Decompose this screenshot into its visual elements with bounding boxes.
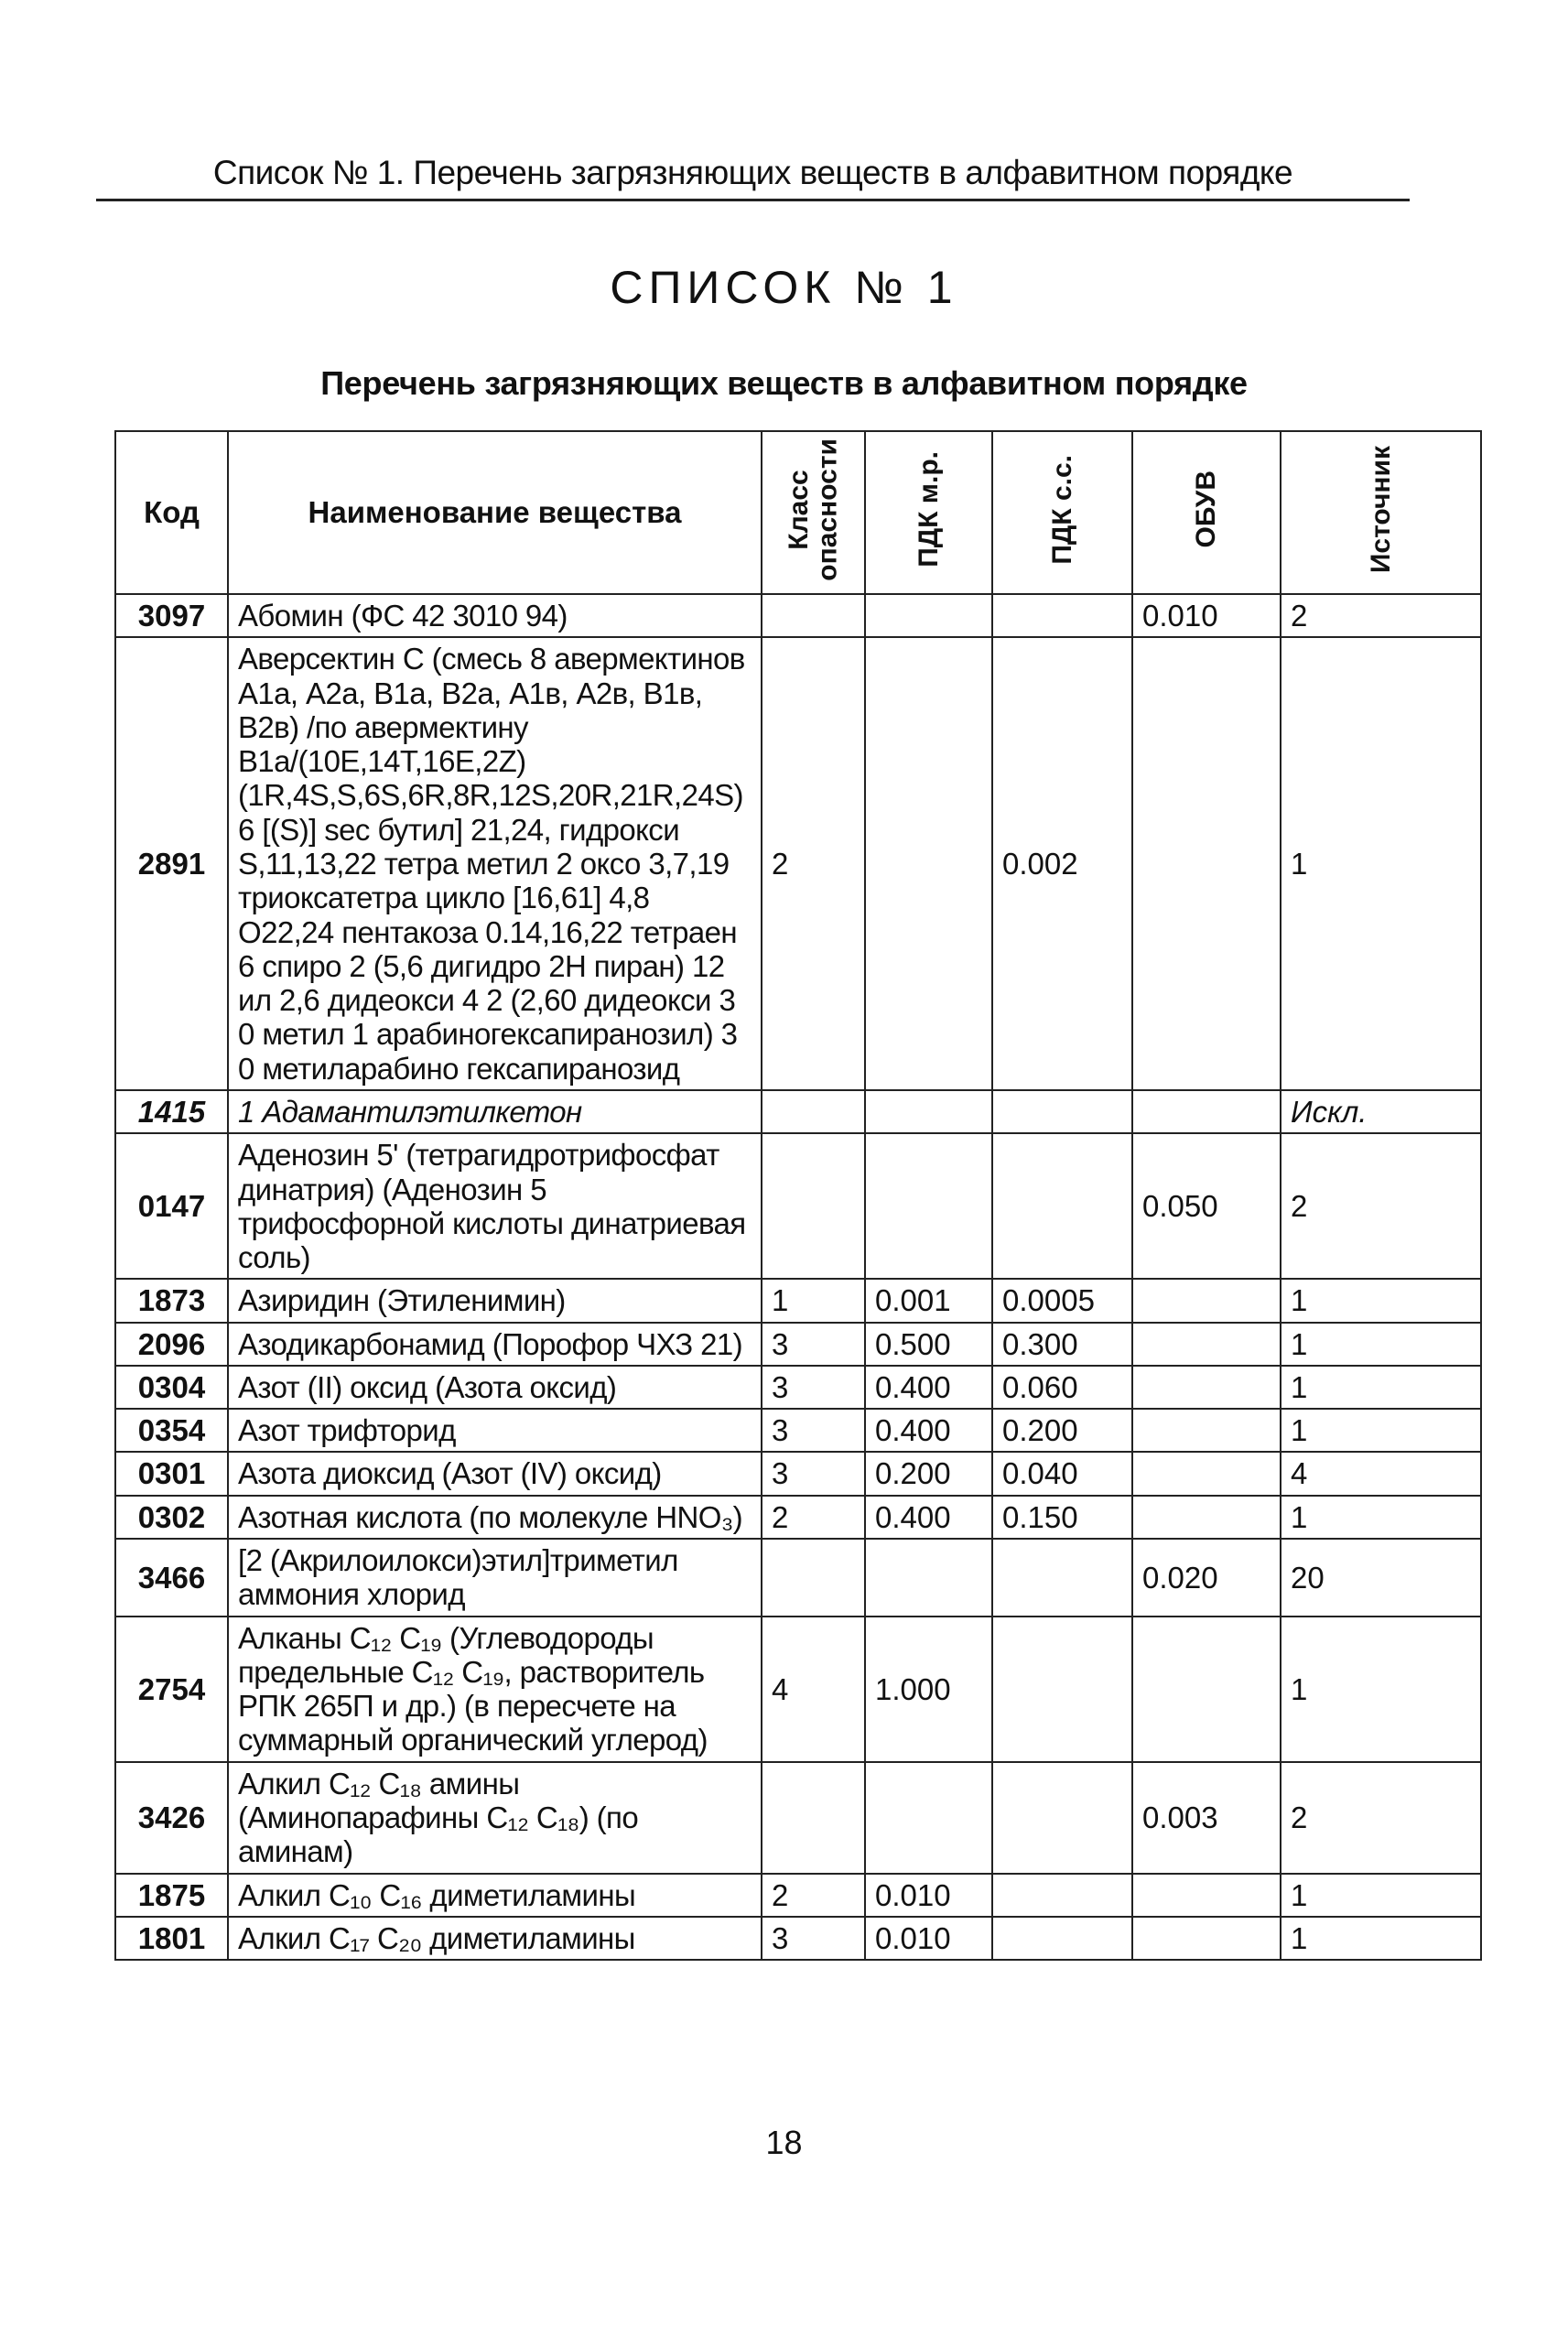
cell-code: 2096 bbox=[115, 1323, 228, 1366]
list-subtitle: Перечень загрязняющих веществ в алфавитном порядке bbox=[320, 364, 1248, 402]
substances-table bbox=[114, 430, 1482, 1961]
table-row bbox=[115, 594, 1481, 637]
cell-pdk-mr bbox=[865, 1762, 992, 1874]
cell-pdk-mr bbox=[865, 1539, 992, 1617]
cell-pdk-ss bbox=[992, 1917, 1132, 1960]
cell-hazard-class bbox=[762, 594, 865, 637]
cell-obuv: 0.003 bbox=[1132, 1762, 1281, 1874]
cell-obuv: 0.050 bbox=[1132, 1133, 1281, 1279]
cell-source: 1 bbox=[1281, 1323, 1481, 1366]
cell-obuv bbox=[1132, 1917, 1281, 1960]
cell-source: 1 bbox=[1281, 1874, 1481, 1917]
cell-hazard-class: 3 bbox=[762, 1452, 865, 1495]
cell-hazard-class: 3 bbox=[762, 1917, 865, 1960]
cell-obuv bbox=[1132, 1323, 1281, 1366]
cell-code: 1415 bbox=[115, 1090, 228, 1133]
table-row bbox=[115, 1133, 1481, 1279]
cell-pdk-mr: 0.200 bbox=[865, 1452, 992, 1495]
cell-hazard-class: 1 bbox=[762, 1279, 865, 1322]
cell-hazard-class bbox=[762, 1539, 865, 1617]
cell-code: 2754 bbox=[115, 1617, 228, 1762]
cell-pdk-ss bbox=[992, 1617, 1132, 1762]
cell-name: Аденозин 5' (тетрагидротрифосфат динатрия) (Аденозин 5 трифосфорной кислоты динатриевая соль) bbox=[228, 1133, 762, 1279]
cell-pdk-mr bbox=[865, 1090, 992, 1133]
cell-pdk-mr: 0.500 bbox=[865, 1323, 992, 1366]
cell-code: 3097 bbox=[115, 594, 228, 637]
table-row bbox=[115, 1762, 1481, 1874]
cell-pdk-mr: 1.000 bbox=[865, 1617, 992, 1762]
cell-pdk-ss bbox=[992, 1762, 1132, 1874]
col-header-obuv: ОБУВ bbox=[1132, 431, 1281, 594]
cell-obuv bbox=[1132, 1090, 1281, 1133]
cell-code: 0302 bbox=[115, 1496, 228, 1539]
cell-source: 2 bbox=[1281, 594, 1481, 637]
cell-code: 0301 bbox=[115, 1452, 228, 1495]
cell-code: 0147 bbox=[115, 1133, 228, 1279]
cell-pdk-mr: 0.400 bbox=[865, 1409, 992, 1452]
cell-hazard-class bbox=[762, 1762, 865, 1874]
cell-pdk-ss bbox=[992, 1090, 1132, 1133]
cell-pdk-ss: 0.0005 bbox=[992, 1279, 1132, 1322]
cell-obuv bbox=[1132, 1452, 1281, 1495]
cell-name: Азиридин (Этиленимин) bbox=[228, 1279, 762, 1322]
table-row bbox=[115, 1496, 1481, 1539]
col-header-pdk-ss: ПДК с.с. bbox=[992, 431, 1132, 594]
table-row bbox=[115, 1617, 1481, 1762]
cell-source: 1 bbox=[1281, 1366, 1481, 1409]
cell-code: 3466 bbox=[115, 1539, 228, 1617]
cell-pdk-ss bbox=[992, 594, 1132, 637]
table-body bbox=[115, 594, 1481, 1960]
cell-pdk-mr: 0.400 bbox=[865, 1496, 992, 1539]
cell-obuv bbox=[1132, 1617, 1281, 1762]
header-rule bbox=[96, 199, 1410, 201]
cell-source: 1 bbox=[1281, 1409, 1481, 1452]
cell-name: Алкил C₁₂ C₁₈ амины (Аминопарафины C₁₂ C₁₈) (по аминам) bbox=[228, 1762, 762, 1874]
cell-code: 2891 bbox=[115, 637, 228, 1090]
col-header-source: Источник bbox=[1281, 431, 1481, 594]
cell-hazard-class: 4 bbox=[762, 1617, 865, 1762]
cell-name: Аверсектин С (смесь 8 авермектинов А1а, А2а, В1а, В2а, А1в, А2в, В1в, В2в) /по авермектину В1а/(10Е,14Т,16Е,2Z) (1R,4S,S,6S,6R,8R,12S,20R,21R,24S) 6 [(S)] sec бутил] 21,24, гидрокси S,11,13,22 тетра метил 2 оксо 3,7,19 триоксатетра цикло [16,61] 4,8 О22,24 пентакоза 0.14,16,22 тетраен 6 спиро 2 (5,6 дигидро 2Н пиран) 12 ил 2,6 дидеокси 4 2 (2,60 дидеокси 3 0 метил 1 арабиногексапиранозил) 3 0 метиларабино гексапиранозид bbox=[228, 637, 762, 1090]
col-header-name: Наименование вещества bbox=[228, 431, 762, 594]
cell-source: 1 bbox=[1281, 1917, 1481, 1960]
cell-code: 1801 bbox=[115, 1917, 228, 1960]
cell-name: Азота диоксид (Азот (IV) оксид) bbox=[228, 1452, 762, 1495]
cell-pdk-ss: 0.060 bbox=[992, 1366, 1132, 1409]
cell-pdk-ss bbox=[992, 1133, 1132, 1279]
cell-pdk-mr: 0.400 bbox=[865, 1366, 992, 1409]
table-row bbox=[115, 1090, 1481, 1133]
cell-code: 0354 bbox=[115, 1409, 228, 1452]
cell-pdk-mr bbox=[865, 1133, 992, 1279]
cell-code: 3426 bbox=[115, 1762, 228, 1874]
cell-name: Алканы C₁₂ C₁₉ (Углеводороды предельные C₁₂ C₁₉, растворитель РПК 265П и др.) (в пересчете на суммарный органический углерод) bbox=[228, 1617, 762, 1762]
list-title: СПИСОК № 1 bbox=[610, 262, 958, 313]
cell-source: 1 bbox=[1281, 1617, 1481, 1762]
table-row bbox=[115, 1539, 1481, 1617]
table-row bbox=[115, 637, 1481, 1090]
cell-name: Алкил C₁₇ C₂₀ диметиламины bbox=[228, 1917, 762, 1960]
cell-name: Азот трифторид bbox=[228, 1409, 762, 1452]
col-header-code: Код bbox=[115, 431, 228, 594]
cell-hazard-class bbox=[762, 1133, 865, 1279]
cell-pdk-mr bbox=[865, 594, 992, 637]
cell-pdk-ss: 0.150 bbox=[992, 1496, 1132, 1539]
cell-source: 2 bbox=[1281, 1133, 1481, 1279]
cell-hazard-class: 3 bbox=[762, 1366, 865, 1409]
cell-pdk-mr bbox=[865, 637, 992, 1090]
table-row bbox=[115, 1409, 1481, 1452]
table-row bbox=[115, 1323, 1481, 1366]
cell-pdk-mr: 0.010 bbox=[865, 1874, 992, 1917]
cell-pdk-ss: 0.300 bbox=[992, 1323, 1132, 1366]
cell-hazard-class: 2 bbox=[762, 1874, 865, 1917]
cell-code: 1875 bbox=[115, 1874, 228, 1917]
cell-code: 1873 bbox=[115, 1279, 228, 1322]
cell-obuv bbox=[1132, 637, 1281, 1090]
cell-name: Азот (II) оксид (Азота оксид) bbox=[228, 1366, 762, 1409]
cell-pdk-ss: 0.002 bbox=[992, 637, 1132, 1090]
table-row bbox=[115, 1452, 1481, 1495]
table-row bbox=[115, 1917, 1481, 1960]
cell-source: 1 bbox=[1281, 1279, 1481, 1322]
table-row bbox=[115, 1366, 1481, 1409]
cell-hazard-class bbox=[762, 1090, 865, 1133]
cell-obuv bbox=[1132, 1409, 1281, 1452]
cell-source: 2 bbox=[1281, 1762, 1481, 1874]
cell-name: Азотная кислота (по молекуле HNO₃) bbox=[228, 1496, 762, 1539]
cell-hazard-class: 2 bbox=[762, 1496, 865, 1539]
cell-code: 0304 bbox=[115, 1366, 228, 1409]
cell-obuv bbox=[1132, 1279, 1281, 1322]
cell-pdk-ss bbox=[992, 1874, 1132, 1917]
table-header-row bbox=[115, 431, 1481, 594]
table-row bbox=[115, 1279, 1481, 1322]
cell-name: 1 Адамантилэтилкетон bbox=[228, 1090, 762, 1133]
cell-obuv bbox=[1132, 1874, 1281, 1917]
cell-hazard-class: 2 bbox=[762, 637, 865, 1090]
cell-obuv bbox=[1132, 1366, 1281, 1409]
running-header: Список № 1. Перечень загрязняющих веществ в алфавитном порядке bbox=[212, 154, 1293, 191]
cell-source: 1 bbox=[1281, 1496, 1481, 1539]
cell-obuv bbox=[1132, 1496, 1281, 1539]
cell-name: Азодикарбонамид (Порофор ЧХЗ 21) bbox=[228, 1323, 762, 1366]
cell-pdk-ss: 0.040 bbox=[992, 1452, 1132, 1495]
cell-name: Алкил C₁₀ C₁₆ диметиламины bbox=[228, 1874, 762, 1917]
cell-source: 1 bbox=[1281, 637, 1481, 1090]
cell-pdk-ss: 0.200 bbox=[992, 1409, 1132, 1452]
page-number: 18 bbox=[765, 2124, 803, 2161]
cell-obuv: 0.010 bbox=[1132, 594, 1281, 637]
cell-name: [2 (Акрилоилокси)этил]триметил аммония хлорид bbox=[228, 1539, 762, 1617]
cell-name: Абомин (ФС 42 3010 94) bbox=[228, 594, 762, 637]
cell-pdk-mr: 0.001 bbox=[865, 1279, 992, 1322]
cell-obuv: 0.020 bbox=[1132, 1539, 1281, 1617]
cell-source: Искл. bbox=[1281, 1090, 1481, 1133]
col-header-hazard-class: Класс опасности bbox=[762, 431, 865, 594]
col-header-pdk-mr: ПДК м.р. bbox=[865, 431, 992, 594]
cell-pdk-ss bbox=[992, 1539, 1132, 1617]
cell-hazard-class: 3 bbox=[762, 1323, 865, 1366]
cell-source: 20 bbox=[1281, 1539, 1481, 1617]
cell-hazard-class: 3 bbox=[762, 1409, 865, 1452]
cell-source: 4 bbox=[1281, 1452, 1481, 1495]
table-row bbox=[115, 1874, 1481, 1917]
cell-pdk-mr: 0.010 bbox=[865, 1917, 992, 1960]
